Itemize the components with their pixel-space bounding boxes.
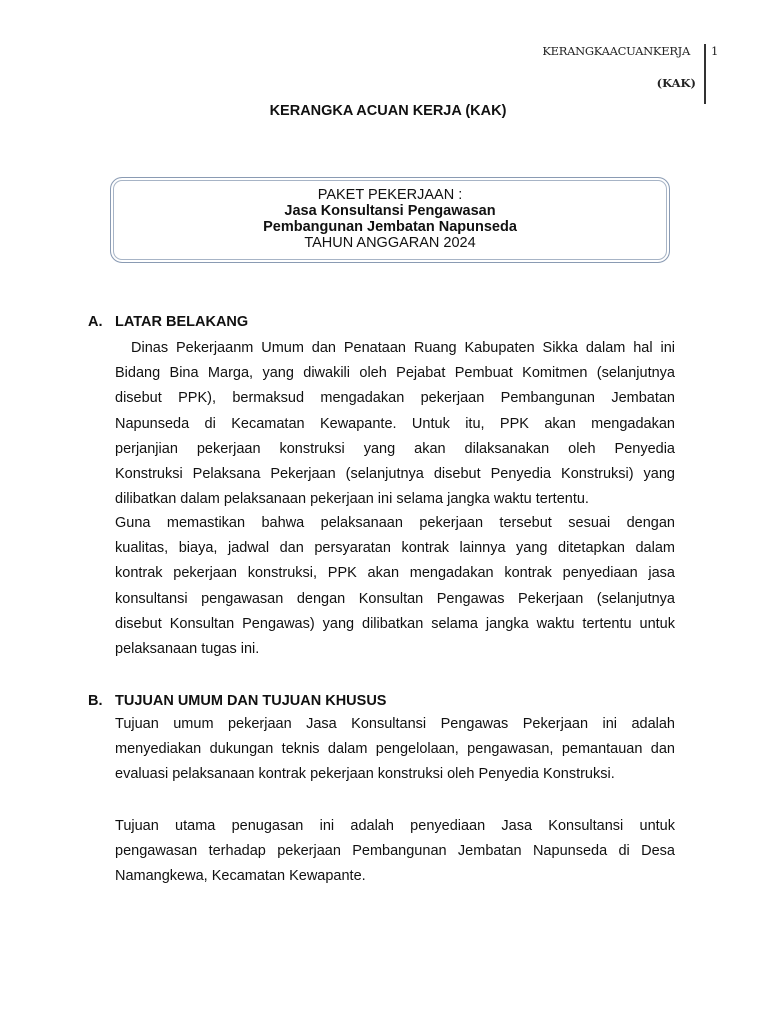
paragraph-line: Tujuan umum pekerjaan Jasa Konsultansi Pengawas Pekerjaan ini adalah	[115, 716, 675, 732]
paragraph-line: evaluasi pelaksanaan kontrak pekerjaan konstruksi oleh Penyedia Konstruksi.	[115, 766, 615, 783]
header-divider	[704, 44, 706, 104]
paragraph-line: Tujuan utama penugasan ini adalah penyediaan Jasa Konsultansi untuk	[115, 818, 675, 834]
package-name-line1: Jasa Konsultansi Pengawasan	[284, 203, 496, 219]
paragraph-line: disebut PPK), bermaksud mengadakan pekerjaan Pembangunan Jembatan	[115, 390, 675, 407]
paragraph-line: kualitas, biaya, jadwal dan persyaratan kontrak lainnya yang ditetapkan dalam	[115, 540, 675, 557]
paragraph-line: konsultansi pengawasan dengan Konsultan Pengawas Pekerjaan (selanjutnya	[115, 590, 675, 607]
budget-year: TAHUN ANGGARAN 2024	[304, 235, 476, 251]
section-heading	[88, 693, 386, 709]
package-box	[110, 177, 670, 263]
section-title: LATAR BELAKANG	[115, 314, 249, 330]
paragraph-line: dilibatkan dalam pelaksanaan pekerjaan ini selama jangka waktu tertentu.	[115, 491, 589, 508]
paragraph-line: pelaksanaan tugas ini.	[115, 641, 260, 657]
running-header-title: KERANGKAACUANKERJA	[542, 44, 690, 58]
section-title: TUJUAN UMUM DAN TUJUAN KHUSUS	[115, 693, 387, 709]
section-letter: A.	[88, 314, 103, 330]
paragraph-line: kontrak pekerjaan konstruksi, PPK akan mengadakan kontrak penyediaan jasa	[115, 565, 675, 582]
paragraph-line: Napunseda di Kecamatan Kewapante. Untuk itu, PPK akan mengadakan	[115, 415, 675, 432]
section-heading	[88, 314, 248, 330]
package-label: PAKET PEKERJAAN :	[317, 187, 463, 203]
section-letter: B.	[88, 693, 103, 709]
paragraph-line: perjanjian pekerjaan konstruksi yang akan dilaksanakan oleh Penyedia	[115, 440, 675, 457]
running-header-subtitle: (KAK)	[656, 76, 696, 90]
paragraph-line: Dinas Pekerjaanm Umum dan Penataan Ruang Kabupaten Sikka dalam hal ini	[131, 340, 675, 356]
paragraph-line: Bidang Bina Marga, yang diwakili oleh Pejabat Pembuat Komitmen (selanjutnya	[115, 365, 675, 382]
paragraph-line: menyediakan dukungan teknis dalam pengelolaan, pengawasan, pemantauan dan	[115, 741, 675, 758]
paragraph-line: disebut Konsultan Pengawas) yang dilibatkan selama jangka waktu tertentu untuk	[115, 615, 675, 632]
page-number: 1	[711, 44, 719, 58]
paragraph-line: Guna memastikan bahwa pelaksanaan pekerjaan tersebut sesuai dengan	[115, 515, 675, 531]
paragraph-line: pengawasan terhadap pekerjaan Pembangunan Jembatan Napunseda di Desa	[115, 843, 675, 860]
document-title: KERANGKA ACUAN KERJA (KAK)	[269, 103, 507, 119]
paragraph-line: Namangkewa, Kecamatan Kewapante.	[115, 868, 366, 885]
package-name-line2: Pembangunan Jembatan Napunseda	[263, 219, 517, 235]
paragraph-line: Konstruksi Pelaksana Pekerjaan (selanjutnya disebut Penyedia Konstruksi) yang	[115, 466, 675, 482]
